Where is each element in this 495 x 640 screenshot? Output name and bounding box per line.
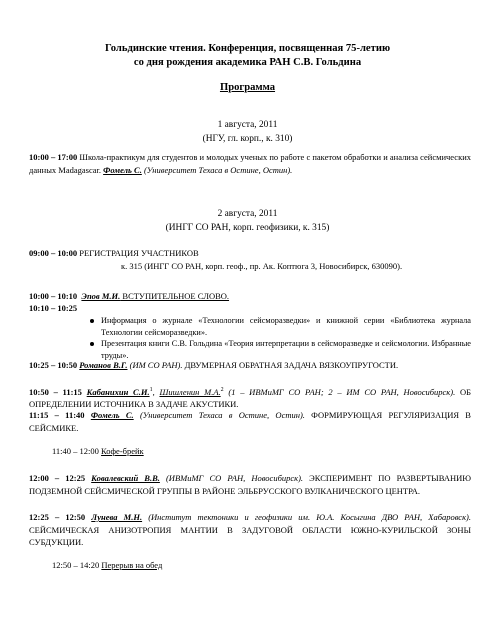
- time: 09:00 – 10:00: [29, 248, 78, 258]
- talk-5: [29, 511, 471, 549]
- time: 12:00 – 12:25: [29, 473, 86, 483]
- affiliation: (1 – ИВМиМГ СО РАН; 2 – ИМ СО РАН, Новосибирск).: [223, 386, 456, 397]
- item-text: Школа-практикум для студентов и молодых ученых по работе с пакетом обработки и анализа сейсмических данных Madagascar.: [29, 152, 471, 175]
- affiliation: (ИВМиМГ СО РАН, Новосибирск).: [159, 473, 304, 483]
- speaker: Фомель С.: [90, 410, 134, 420]
- time: 10:50 – 11:15: [29, 386, 82, 397]
- time: 11:40 – 12:00: [52, 446, 102, 456]
- lunch-label: Перерыв на обед: [101, 560, 163, 570]
- time: 10:10 – 10:25: [29, 303, 78, 313]
- affiliation: (Университет Техаса в Остине, Остин).: [133, 410, 305, 420]
- time: 10:00 – 17:00: [29, 152, 78, 162]
- day1-item: [29, 151, 471, 176]
- speaker-2: Шишленин М.А.: [159, 386, 221, 397]
- time: 12:25 – 12:50: [29, 512, 86, 522]
- document-title: [40, 42, 455, 70]
- talk-title: ДВУМЕРНАЯ ОБРАТНАЯ ЗАДАЧА ВЯЗКОУПРУГОСТИ.: [182, 360, 399, 370]
- day2-header: [40, 207, 455, 235]
- talk-title: ФОРМИРУЮЩАЯ РЕГУЛЯРИЗАЦИЯ В СЕЙСМИКЕ.: [29, 410, 471, 433]
- list-item: Информация о журнале «Технологии сейсморазведки» и книжной серии «Библиотека журнала Технологии сейсморазведки».: [90, 315, 471, 338]
- opening-line: [29, 290, 471, 303]
- speaker-1: Кабанихин С.И.: [86, 386, 150, 397]
- lunch-break: [52, 559, 162, 571]
- speaker: Ковалевский В.В.: [91, 473, 160, 483]
- time: 12:50 – 14:20: [52, 560, 102, 570]
- talk-3: [29, 409, 471, 434]
- day1-date: 1 августа, 2011: [217, 120, 278, 130]
- registration-location: к. 315 (ИНГГ СО РАН, корп. геоф., пр. Ак. Коптюга 3, Новосибирск, 630090).: [121, 261, 403, 271]
- bullet-icon: [90, 319, 94, 323]
- talk-title: ОБ ОПРЕДЕЛЕНИИ ИСТОЧНИКА В ЗАДАЧЕ АКУСТИКИ.: [29, 386, 471, 410]
- time: 10:25 – 10:50: [29, 360, 78, 370]
- time: 11:15 – 11:40: [29, 410, 85, 420]
- time: 10:00 – 10:10: [29, 291, 78, 301]
- talk-title: СЕЙСМИЧЕСКАЯ АНИЗОТРОПИЯ МАНТИИ В ЗАДУГОВОЙ ОБЛАСТИ ЮЖНО-КУРИЛЬСКОЙ ЗОНЫ СУБДУКЦИИ.: [29, 524, 471, 548]
- talk-2: [29, 384, 471, 411]
- registration-line: [29, 247, 471, 260]
- speaker-1-index: 1: [149, 387, 153, 393]
- speaker: Романов В.Г.: [79, 360, 128, 370]
- coffee-break: [52, 445, 144, 457]
- talk-4: [29, 472, 471, 497]
- registration-text: РЕГИСТРАЦИЯ УЧАСТНИКОВ: [77, 248, 199, 258]
- title-line-1: Гольдинские чтения. Конференция, посвященная 75-летию: [104, 43, 391, 54]
- presentations-list: [90, 315, 471, 361]
- title-line-2: со дня рождения академика РАН С.В. Гольдина: [133, 57, 362, 68]
- speaker: Лунева М.Н.: [91, 512, 143, 522]
- affiliation: (Университет Техаса в Остине, Остин).: [141, 164, 293, 175]
- speaker: Эпов М.И.: [81, 291, 121, 301]
- program-heading: Программа: [219, 82, 276, 93]
- day2-place: (ИНГГ СО РАН, корп. геофизики, к. 315): [165, 223, 330, 233]
- speaker-2-index: 2: [220, 387, 224, 393]
- speaker: Фомель С.: [103, 164, 142, 175]
- bullet-icon: [90, 342, 94, 346]
- list-item: Презентация книги С.В. Гольдина «Теория интерпретации в сейсморазведке и сейсмологии. Избранные труды».: [90, 338, 471, 361]
- day1-header: [40, 118, 455, 146]
- affiliation: (ИМ СО РАН).: [127, 360, 183, 370]
- day1-place: (НГУ, гл. корп., к. 310): [202, 134, 293, 144]
- affiliation: (Институт тектоники и геофизики им. Ю.А. Косыгина ДВО РАН, Хабаровск).: [142, 512, 472, 522]
- coffee-label: Кофе-брейк: [101, 446, 144, 456]
- presentations-time: [29, 302, 471, 315]
- day2-date: 2 августа, 2011: [217, 209, 278, 219]
- talk-1: [29, 359, 471, 372]
- talk-title: ЭКСПЕРИМЕНТ ПО РАЗВЕРТЫВАНИЮ ПОДЗЕМНОЙ СЕЙСМИЧЕСКОЙ ГРУППЫ В РАЙОНЕ ЭЛЬБРУССКОГО ВУЛКАНИЧЕСКОГО ЦЕНТРА.: [29, 473, 472, 496]
- speaker-separator: ,: [152, 386, 160, 397]
- opening-text: ВСТУПИТЕЛЬНОЕ СЛОВО.: [120, 291, 230, 301]
